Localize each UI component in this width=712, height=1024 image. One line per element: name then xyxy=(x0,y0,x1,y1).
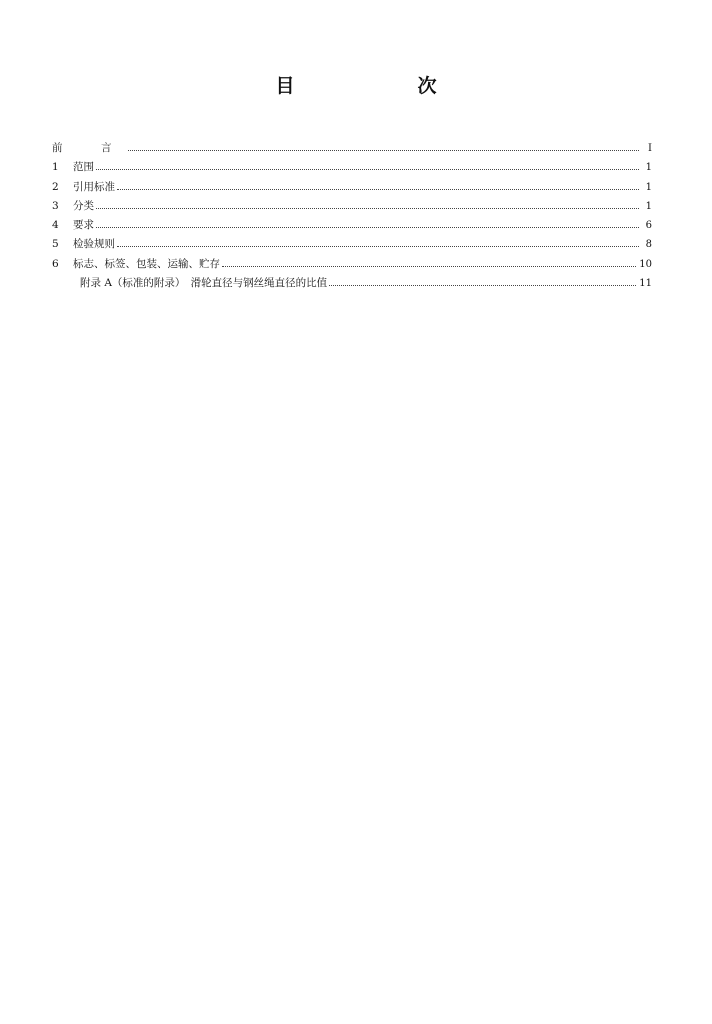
table-of-contents xyxy=(52,141,652,295)
toc-entry-page: 6 xyxy=(645,220,652,232)
toc-entry-label: 分类 xyxy=(73,199,94,212)
toc-entry-appendix-a[interactable] xyxy=(52,276,652,295)
toc-entry-page: 8 xyxy=(645,239,652,251)
toc-entry-number: 5 xyxy=(52,238,59,251)
toc-entry-classification[interactable] xyxy=(52,199,652,218)
toc-entry-inspection-rules[interactable] xyxy=(52,237,652,256)
toc-entry-label: 要求 xyxy=(73,219,94,232)
toc-entry-foreword[interactable] xyxy=(52,141,652,160)
toc-entry-page: 11 xyxy=(639,278,652,290)
toc-entry-references[interactable] xyxy=(52,180,652,199)
toc-entry-requirements[interactable] xyxy=(52,218,652,237)
toc-entry-page: 10 xyxy=(639,258,652,270)
toc-entry-label: 附录 A（标准的附录） 滑轮直径与钢丝绳直径的比值 xyxy=(80,277,328,290)
toc-entry-number: 4 xyxy=(52,219,59,232)
toc-entry-page: 1 xyxy=(645,162,652,174)
toc-entry-label: 范围 xyxy=(73,161,94,174)
toc-entry-label: 检验规则 xyxy=(73,238,115,251)
toc-entry-label: 前 言 xyxy=(52,142,126,154)
page-title: 目 次 xyxy=(275,75,489,97)
toc-entry-number: 3 xyxy=(52,199,59,212)
toc-entry-page: 1 xyxy=(645,181,652,193)
dot-leader xyxy=(117,188,639,190)
toc-entry-number: 6 xyxy=(52,257,59,270)
toc-entry-number: 1 xyxy=(52,161,59,174)
toc-entry-number: 2 xyxy=(52,180,59,193)
dot-leader xyxy=(96,207,639,209)
dot-leader xyxy=(96,226,639,228)
dot-leader xyxy=(128,149,640,151)
toc-entry-marking-packaging[interactable] xyxy=(52,257,652,276)
toc-entry-label: 标志、标签、包装、运输、贮存 xyxy=(73,257,220,270)
dot-leader xyxy=(96,168,639,170)
toc-entry-page: Ⅰ xyxy=(648,143,652,154)
dot-leader xyxy=(222,265,636,267)
toc-entry-scope[interactable] xyxy=(52,160,652,179)
toc-entry-label: 引用标准 xyxy=(73,180,115,193)
toc-entry-page: 1 xyxy=(645,200,652,212)
dot-leader xyxy=(329,284,636,286)
dot-leader xyxy=(117,245,639,247)
